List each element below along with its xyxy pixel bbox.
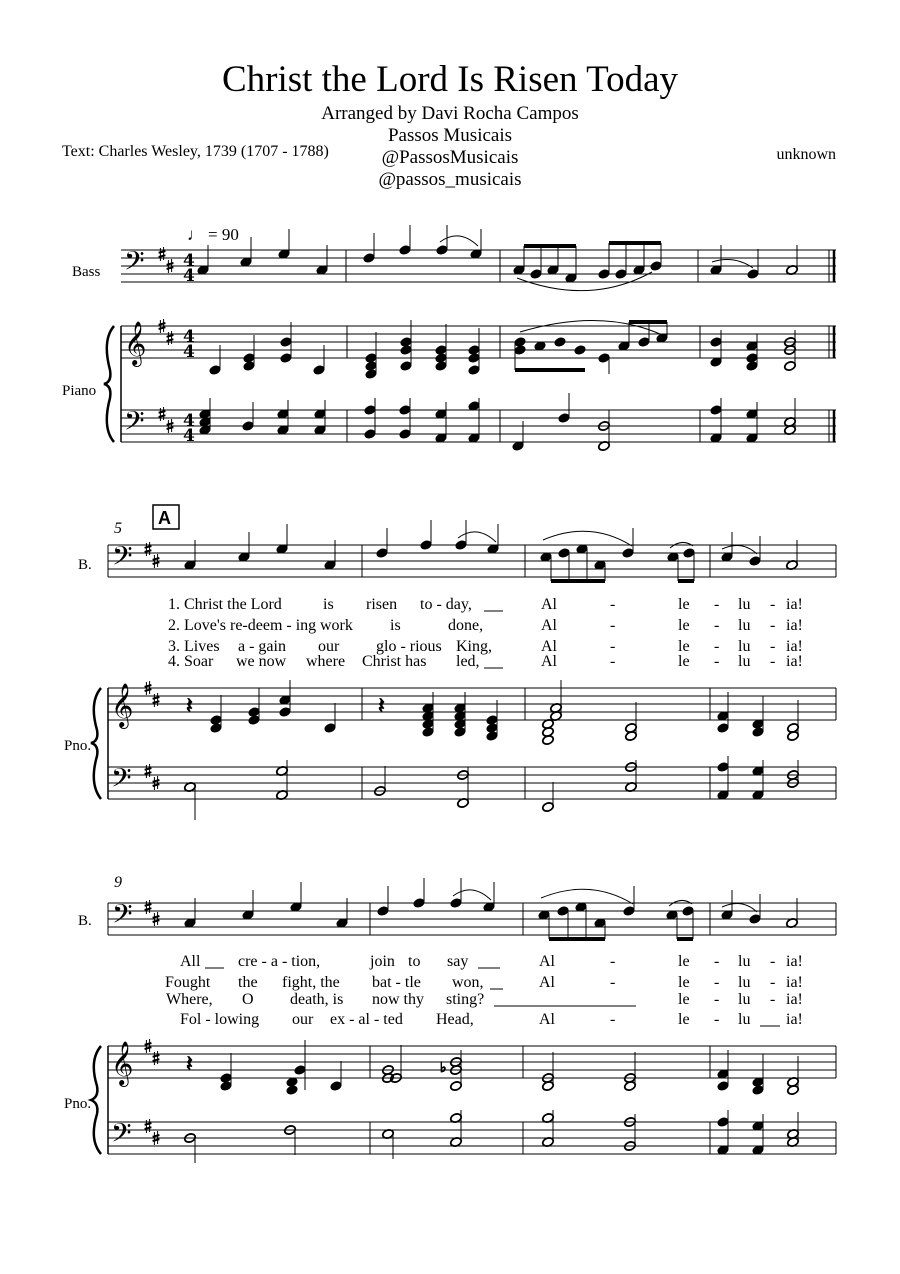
svg-text:1. Christ the Lord: 1. Christ the Lord (168, 596, 282, 613)
bass-short-label: B. (78, 557, 92, 573)
rehearsal-mark: A (158, 508, 171, 528)
svg-text:-: - (610, 596, 616, 613)
svg-text:work: work (320, 617, 353, 634)
quarter-rest: 𝄽 (186, 694, 193, 719)
svg-text:Al: Al (539, 1011, 555, 1028)
svg-text:4. Soar: 4. Soar (168, 653, 214, 670)
svg-text:say: say (447, 953, 469, 970)
svg-text:𝄢: 𝄢 (111, 1117, 132, 1155)
piano-notes-3 (184, 1040, 836, 1163)
svg-text:lu: lu (738, 617, 751, 634)
svg-text:risen: risen (366, 596, 398, 613)
piano-notes-1 (199, 320, 834, 452)
svg-text:𝄞: 𝄞 (111, 683, 134, 727)
piano-brace (91, 688, 101, 799)
svg-text:ia!: ia! (786, 953, 803, 970)
svg-text:won,: won, (452, 974, 484, 991)
svg-text:-: - (770, 596, 776, 613)
svg-text:-: - (770, 653, 776, 670)
piano-brace (104, 326, 114, 442)
svg-text:Christ has: Christ has (362, 653, 427, 670)
system-3 (64, 874, 836, 1163)
piano-brace (91, 1046, 101, 1154)
svg-text:-: - (714, 1011, 720, 1028)
svg-text:4: 4 (183, 426, 195, 446)
svg-text:Al: Al (539, 953, 555, 970)
svg-text:𝄢: 𝄢 (111, 762, 132, 800)
lyricist-credit: Text: Charles Wesley, 1739 (1707 - 1788) (62, 143, 329, 160)
svg-text:lu: lu (738, 1011, 751, 1028)
svg-text:led,: led, (456, 653, 480, 670)
svg-text:All: All (180, 953, 201, 970)
svg-text:our: our (292, 1011, 314, 1028)
svg-text:Al: Al (541, 638, 557, 655)
svg-text:lu: lu (738, 991, 751, 1008)
svg-text:ia!: ia! (786, 596, 803, 613)
svg-text:𝄽: 𝄽 (186, 1052, 193, 1077)
svg-text:-: - (610, 638, 616, 655)
svg-text:ia!: ia! (786, 974, 803, 991)
bass-clef: 𝄢 (124, 245, 145, 283)
svg-text:ia!: ia! (786, 653, 803, 670)
svg-text:le: le (678, 991, 690, 1008)
svg-text:lu: lu (738, 653, 751, 670)
svg-text:to - day,: to - day, (420, 596, 472, 613)
svg-text:lu: lu (738, 953, 751, 970)
lyrics-system-2 (168, 596, 803, 670)
treble-clef: 𝄞 (124, 321, 147, 365)
svg-text:sting?: sting? (446, 991, 485, 1008)
arranger-line: Arranged by Davi Rocha Campos (321, 103, 579, 124)
svg-text:Al: Al (541, 596, 557, 613)
svg-text:lu: lu (738, 974, 751, 991)
svg-text:4: 4 (183, 411, 195, 431)
svg-text:le: le (678, 653, 690, 670)
svg-text:-: - (770, 638, 776, 655)
social-handle-2: @passos_musicais (378, 169, 522, 190)
svg-text:4: 4 (183, 327, 195, 347)
svg-text:𝄢: 𝄢 (112, 540, 133, 578)
svg-text:Fol - lowing: Fol - lowing (180, 1011, 260, 1028)
svg-text:Fought: Fought (165, 974, 211, 991)
measure-number: 9 (114, 874, 122, 891)
lyrics-system-3 (165, 953, 803, 1028)
svg-text:is: is (390, 617, 401, 634)
svg-text:join: join (370, 953, 395, 970)
svg-text:to: to (408, 953, 421, 970)
svg-text:-: - (714, 953, 720, 970)
piano-short-label: Pno. (64, 1096, 92, 1112)
system-1 (62, 225, 836, 452)
key-sharp (159, 247, 166, 261)
svg-text:le: le (678, 953, 690, 970)
svg-text:where: where (306, 653, 346, 670)
svg-text:-: - (770, 617, 776, 634)
svg-text:-: - (770, 991, 776, 1008)
svg-text:Where,: Where, (166, 991, 213, 1008)
score-title: Christ the Lord Is Risen Today (221, 59, 679, 100)
svg-text:our: our (318, 638, 340, 655)
svg-text:O: O (242, 991, 254, 1008)
svg-text:bat - tle: bat - tle (372, 974, 421, 991)
svg-text:-: - (714, 638, 720, 655)
svg-text:le: le (678, 617, 690, 634)
system-2 (64, 505, 836, 820)
bass-clef: 𝄢 (124, 405, 145, 443)
piano-short-label: Pno. (64, 738, 92, 754)
svg-text:Head,: Head, (436, 1011, 474, 1028)
svg-text:-: - (610, 617, 616, 634)
svg-text:𝄢: 𝄢 (112, 898, 133, 936)
svg-text:done,: done, (448, 617, 484, 634)
svg-text:-: - (610, 974, 616, 991)
svg-text:King,: King, (456, 638, 492, 655)
svg-text:a - gain: a - gain (238, 638, 286, 655)
svg-text:-: - (610, 653, 616, 670)
svg-text:Al: Al (539, 974, 555, 991)
svg-text:le: le (678, 596, 690, 613)
bass-notes-2 (184, 520, 836, 581)
svg-text:is: is (323, 596, 334, 613)
svg-text:le: le (678, 638, 690, 655)
svg-text:glo - rious: glo - rious (376, 638, 442, 655)
svg-text:le: le (678, 974, 690, 991)
tempo-marking: ♩ = 90 (187, 225, 239, 244)
tempo-note-glyph: ♩ (187, 225, 204, 244)
svg-text:-: - (714, 617, 720, 634)
time-sig-bottom: 4 (183, 266, 195, 286)
svg-text:the: the (238, 974, 258, 991)
bass-short-label: B. (78, 913, 92, 929)
publisher-line: Passos Musicais (387, 125, 513, 146)
composer-credit: unknown (776, 146, 836, 163)
svg-text:ia!: ia! (786, 617, 803, 634)
social-handle-1: @PassosMusicais (381, 147, 519, 168)
svg-text:Al: Al (541, 653, 557, 670)
time-sig-top: 4 (183, 251, 195, 271)
svg-text:4: 4 (183, 342, 195, 362)
svg-text:𝄞: 𝄞 (111, 1041, 134, 1085)
svg-text:le: le (678, 1011, 690, 1028)
svg-text:𝄽: 𝄽 (378, 694, 385, 719)
svg-text:lu: lu (738, 638, 751, 655)
svg-text:death, is: death, is (290, 991, 344, 1008)
svg-text:2. Love's re-deem - ing: 2. Love's re-deem - ing (168, 617, 317, 634)
svg-text:ex - al - ted: ex - al - ted (330, 1011, 403, 1028)
svg-text:-: - (610, 953, 616, 970)
bass-label: Bass (72, 264, 101, 280)
svg-text:-: - (714, 974, 720, 991)
svg-text:now thy: now thy (372, 991, 424, 1008)
svg-text:ia!: ia! (786, 991, 803, 1008)
svg-text:lu: lu (738, 596, 751, 613)
svg-text:cre - a - tion,: cre - a - tion, (238, 953, 321, 970)
svg-text:-: - (714, 596, 720, 613)
svg-text:♭: ♭ (440, 1060, 447, 1076)
bass-notes-3 (184, 878, 836, 939)
piano-label: Piano (62, 383, 97, 399)
svg-text:-: - (714, 991, 720, 1008)
svg-text:fight, the: fight, the (282, 974, 340, 991)
svg-text:3. Lives: 3. Lives (168, 638, 220, 655)
svg-text:we now: we now (236, 653, 287, 670)
svg-text:ia!: ia! (786, 638, 803, 655)
svg-text:ia!: ia! (786, 1011, 803, 1028)
svg-text:-: - (770, 974, 776, 991)
svg-text:-: - (770, 953, 776, 970)
svg-text:-: - (610, 1011, 616, 1028)
measure-number: 5 (114, 520, 122, 537)
svg-text:-: - (714, 653, 720, 670)
svg-text:Al: Al (541, 617, 557, 634)
